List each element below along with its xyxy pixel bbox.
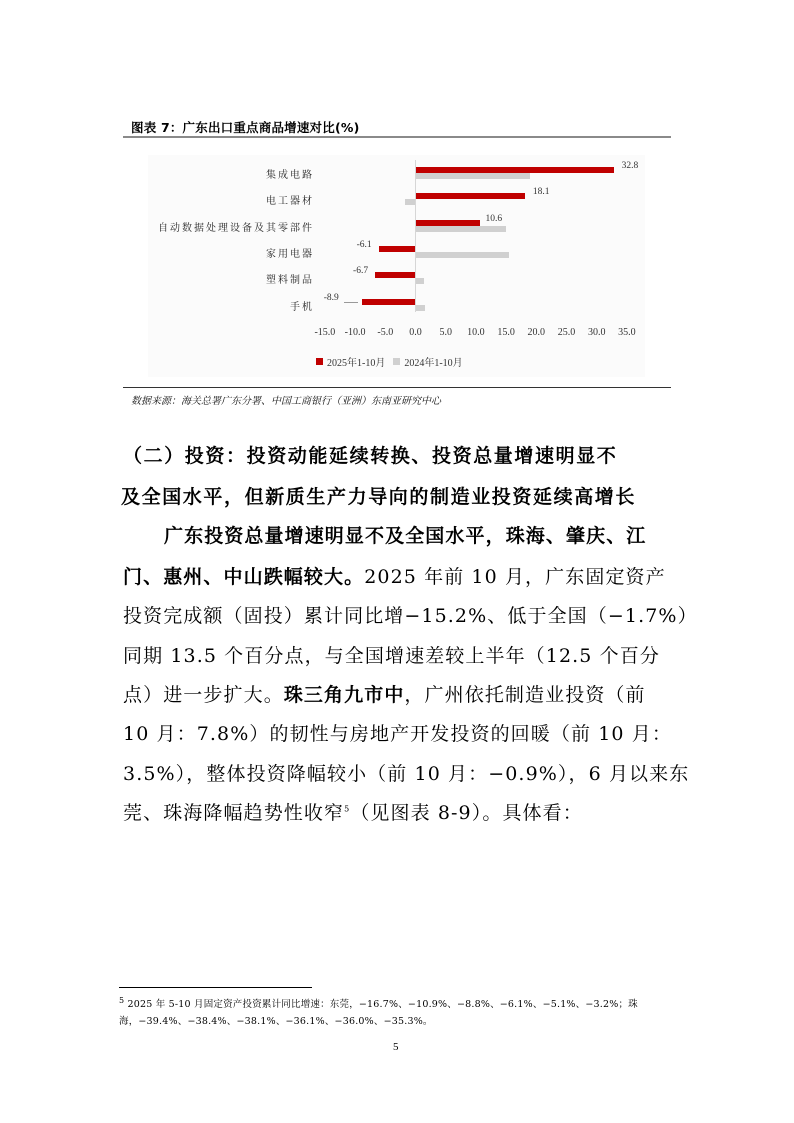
- chart-area: [148, 155, 645, 377]
- footnote-rule: [119, 987, 312, 988]
- legend-swatch-2024: [393, 358, 400, 365]
- x-tick-label: -10.0: [344, 327, 366, 338]
- bar-2025: [416, 193, 525, 199]
- section-heading-line-2: 及全国水平，但新质生产力导向的制造业投资延续高增长: [121, 486, 637, 508]
- x-tick-label: -5.0: [377, 327, 394, 338]
- body-line-6: 10 月：7.8%）的韧性与房地产开发投资的回暖（前 10 月：: [123, 723, 672, 745]
- category-label: 电工器材: [266, 196, 314, 208]
- body-line-8: 莞、珠海降幅趋势性收窄$^5$（见图表 8-9）。具体看：: [123, 802, 583, 824]
- bar-2024: [405, 199, 416, 205]
- legend-swatch-2025: [316, 358, 323, 365]
- footnote-line-2: 海，−39.4%、−38.4%、−38.1%、−36.1%、−36.0%、−35.3%。: [119, 1016, 433, 1027]
- footnote-ref-5[interactable]: 5: [344, 804, 351, 814]
- category-label: 手机: [290, 301, 314, 313]
- data-source: 数据来源：海关总署广东分署、中国工商银行（亚洲）东南亚研究中心: [131, 396, 441, 407]
- bar-2024: [416, 226, 507, 232]
- bar-2025: [375, 272, 415, 278]
- bar-2025: [362, 299, 416, 305]
- x-tick-label: 15.0: [497, 327, 515, 338]
- data-label: -8.9: [323, 292, 339, 303]
- chart-legend: [316, 354, 463, 369]
- category-label: 集成电路: [266, 170, 314, 181]
- bar-2025: [379, 246, 416, 252]
- data-label: -6.7: [353, 266, 369, 277]
- data-label: 32.8: [621, 161, 639, 171]
- x-tick-label: 0.0: [409, 327, 422, 338]
- x-tick-label: 5.0: [439, 327, 452, 338]
- bar-2024: [416, 252, 510, 258]
- legend-label-2025: 2025年1-10月: [327, 358, 386, 369]
- data-label-leader: [344, 302, 358, 303]
- bar-2024: [416, 305, 425, 311]
- legend-label-2024: 2024年1-10月: [404, 358, 463, 369]
- bar-2024: [416, 278, 424, 284]
- figure-bottom-rule: [123, 387, 671, 388]
- body-line-7: 3.5%），整体投资降幅较小（前 10 月：−0.9%），6 月以来东: [123, 763, 690, 785]
- body-line-1: 广东投资总量增速明显不及全国水平，珠海、肇庆、江: [164, 525, 647, 547]
- body-line-2: 门、惠州、中山跌幅较大。2025 年前 10 月，广东固定资产: [123, 566, 666, 588]
- footnote-marker: 5: [119, 996, 125, 1005]
- x-tick-label: 35.0: [618, 327, 636, 338]
- zero-axis-line: [415, 160, 416, 312]
- data-label: 10.6: [485, 213, 503, 224]
- body-line-4: 同期 13.5 个百分点，与全国增速差较上半年（12.5 个百分: [123, 645, 660, 667]
- data-label: -6.1: [356, 239, 372, 250]
- footnote-line-1: $^5$ 2025 年 5-10 月固定资产投资累计同比增速：东莞，−16.7%、−10.9%、−8.8%、−6.1%、−5.1%、−3.2%；珠: [119, 996, 638, 1011]
- category-label: 家用电器: [266, 248, 314, 260]
- data-label: 18.1: [532, 187, 550, 198]
- x-tick-label: 20.0: [527, 327, 546, 338]
- category-label: 塑料制品: [266, 275, 314, 287]
- x-tick-label: 25.0: [557, 327, 576, 338]
- x-tick-label: -15.0: [314, 327, 336, 338]
- figure-title: 图表 7：广东出口重点商品增速对比(%): [131, 120, 360, 135]
- body-line-5: 点）进一步扩大。珠三角九市中，广州依托制造业投资（前: [123, 684, 646, 706]
- body-line-3: 投资完成额（固投）累计同比增−15.2%、低于全国（−1.7%）: [123, 605, 698, 627]
- figure-top-rule: [123, 136, 671, 138]
- x-tick-label: 10.0: [467, 327, 485, 338]
- page-number: 5: [393, 1041, 399, 1053]
- category-label: 自动数据处理设备及其零部件: [158, 222, 314, 234]
- section-heading-line-1: （二）投资：投资动能延续转换、投资总量增速明显不: [123, 445, 618, 467]
- bar-2024: [416, 173, 530, 179]
- x-tick-label: 30.0: [587, 327, 606, 338]
